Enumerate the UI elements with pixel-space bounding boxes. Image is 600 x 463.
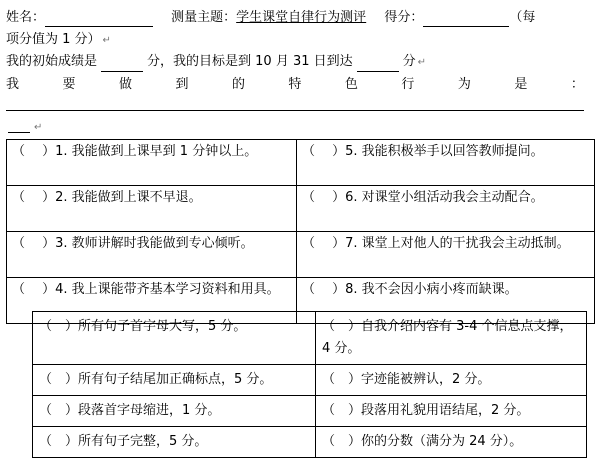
feature-line <box>6 76 584 94</box>
feature-char: 要 <box>62 77 76 92</box>
initial-suffix: 分 <box>402 54 416 69</box>
table-row <box>7 186 595 232</box>
feature-answer-line-end <box>8 132 30 133</box>
self-discipline-checklist <box>6 139 595 324</box>
rubric-item: （ ）自我介绍内容有 3-4 个信息点支撑，4 分。 <box>316 312 587 365</box>
feature-char: ： <box>570 77 584 92</box>
writing-rubric-table <box>32 311 587 458</box>
score-note-end: 项分值为 1 分） <box>6 32 101 47</box>
checklist-item-6: （ ）6. 对课堂小组活动我会主动配合。 <box>297 186 595 232</box>
header-line-3 <box>6 53 426 72</box>
table-row <box>7 140 595 186</box>
rubric-item: （ ）所有句子完整，5 分。 <box>33 427 316 458</box>
table-row <box>33 312 587 365</box>
return-mark: ↵ <box>417 57 427 68</box>
header-line-5 <box>32 118 42 137</box>
feature-char: 到 <box>175 77 189 92</box>
table-row <box>33 396 587 427</box>
feature-char: 色 <box>344 77 358 92</box>
table-row <box>33 365 587 396</box>
rubric-item: （ ）字迹能被辨认，2 分。 <box>316 365 587 396</box>
checklist-item-4: （ ）4. 我上课能带齐基本学习资料和用具。 <box>7 278 297 324</box>
feature-char: 的 <box>231 77 245 92</box>
initial-mid: 分，我的目标是到 10 月 31 日到达 <box>147 54 353 69</box>
feature-char: 做 <box>118 77 132 92</box>
target-score-blank <box>357 57 399 72</box>
return-mark: ↵ <box>34 122 43 133</box>
rubric-item: （ ）段落首字母缩进，1 分。 <box>33 396 316 427</box>
topic-label: 测量主题： <box>171 10 237 25</box>
initial-score-blank <box>101 57 143 72</box>
rubric-item: （ ）所有句子结尾加正确标点，5 分。 <box>33 365 316 396</box>
header-line-1 <box>6 9 535 27</box>
rubric-item: （ ）所有句子首字母大写，5 分。 <box>33 312 316 365</box>
table-row <box>33 427 587 458</box>
feature-answer-line <box>6 110 584 111</box>
feature-char: 为 <box>457 77 471 92</box>
table-row <box>7 232 595 278</box>
name-blank <box>45 12 153 27</box>
checklist-item-1: （ ）1. 我能做到上课早到 1 分钟以上。 <box>7 140 297 186</box>
checklist-item-3: （ ）3. 教师讲解时我能做到专心倾听。 <box>7 232 297 278</box>
score-label: 得分： <box>384 10 424 25</box>
feature-char: 行 <box>401 77 415 92</box>
feature-char: 特 <box>288 77 302 92</box>
rubric-item: （ ）段落用礼貌用语结尾，2 分。 <box>316 396 587 427</box>
initial-prefix: 我的初始成绩是 <box>6 54 98 69</box>
checklist-item-8: （ ）8. 我不会因小病小疼而缺课。 <box>297 278 595 324</box>
feature-char: 我 <box>6 77 20 92</box>
score-note-start: （每 <box>509 10 536 25</box>
checklist-item-7: （ ）7. 课堂上对他人的干扰我会主动抵制。 <box>297 232 595 278</box>
return-mark: ↵ <box>102 35 111 46</box>
header-line-2 <box>6 31 111 50</box>
topic-value: 学生课堂自律行为测评 <box>236 10 367 25</box>
checklist-item-2: （ ）2. 我能做到上课不早退。 <box>7 186 297 232</box>
name-label: 姓名： <box>6 10 46 25</box>
checklist-item-5: （ ）5. 我能积极举手以回答教师提问。 <box>297 140 595 186</box>
feature-char: 是 <box>514 77 528 92</box>
score-blank <box>423 12 509 27</box>
rubric-item: （ ）你的分数（满分为 24 分）。 <box>316 427 587 458</box>
